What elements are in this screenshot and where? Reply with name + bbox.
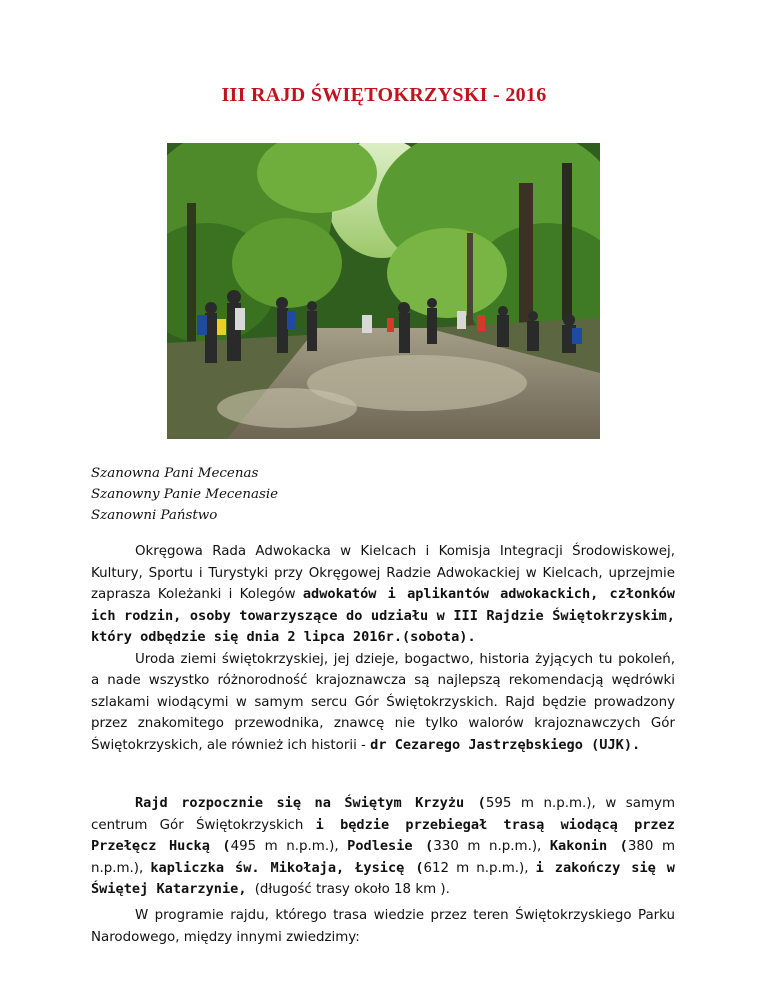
route-text: 495 m n.p.m.), [230,839,348,854]
route-highlight: kapliczka św. Mikołaja, Łysicę ( [150,859,424,876]
program-paragraph [91,905,675,948]
route-text: 595 m n.p.m.), w samym centrum Gór Świętokrzyskich [91,796,676,833]
route-highlight: i będzie przebiegał trasą wiodącą przez Przełęcz Hucką ( [91,816,675,854]
region-description: Uroda ziemi świętokrzyskiej, jej dzieje, bogactwo, historia żyjących tu pokoleń, a nade wszystko różnorodność krajoznawcza są najlepszą rekomendacją wędrówki szlakami wiodącymi w samym sercu Gór Świętokrzyskich. Rajd będzie prowadzony przez znakomitego przewodnika, znawcę nie tylko walorów krajoznawczych Gór Świętokrzyskich, ale również ich historii - [91,651,675,753]
salutation-line: Szanowny Panie Mecenasie [91,487,279,502]
invitation-highlight: adwokatów i aplikantów adwokackich, członków ich rodzin, osoby towarzyszące do udziału w III Rajdzie Świętokrzyskim, który odbędzie się dnia 2 lipca 2016r.(sobota). [91,586,675,645]
route-end: i zakończy się w Świętej Katarzynie, [91,859,675,897]
salutation-line: Szanowni Państwo [91,508,218,523]
route-highlight: Podlesie ( [347,838,434,854]
route-paragraph [91,793,675,901]
salutation-block [91,463,651,526]
route-text: 380 m n.p.m.), [91,839,676,876]
route-text: 612 m n.p.m.), [423,860,536,876]
guide-name: dr Cezarego Jastrzębskiego (UJK). [370,736,641,753]
forest-hike-photo [167,143,600,439]
route-length: (długość trasy około 18 km ). [254,882,450,897]
page-title: III RAJD ŚWIĘTOKRZYSKI - 2016 [221,84,547,106]
route-start: Rajd rozpocznie się na Świętym Krzyżu ( [135,795,486,811]
route-highlight: Kakonin ( [549,838,628,854]
salutation-line: Szanowna Pani Mecenas [91,466,259,481]
program-intro: W programie rajdu, którego trasa wiedzie przez teren Świętokrzyskiego Parku Narodowego, między innymi zwiedzimy: [91,908,675,945]
route-text: 330 m n.p.m.), [433,839,550,854]
invitation-text: Okręgowa Rada Adwokacka w Kielcach i Komisja Integracji Środowiskowej, Kultury, Sportu i Turystyki przy Okręgowej Radzie Adwokackiej w Kielcach, uprzejmie zaprasza Koleżanki i Kolegów [91,544,675,602]
invitation-paragraph [91,541,675,756]
